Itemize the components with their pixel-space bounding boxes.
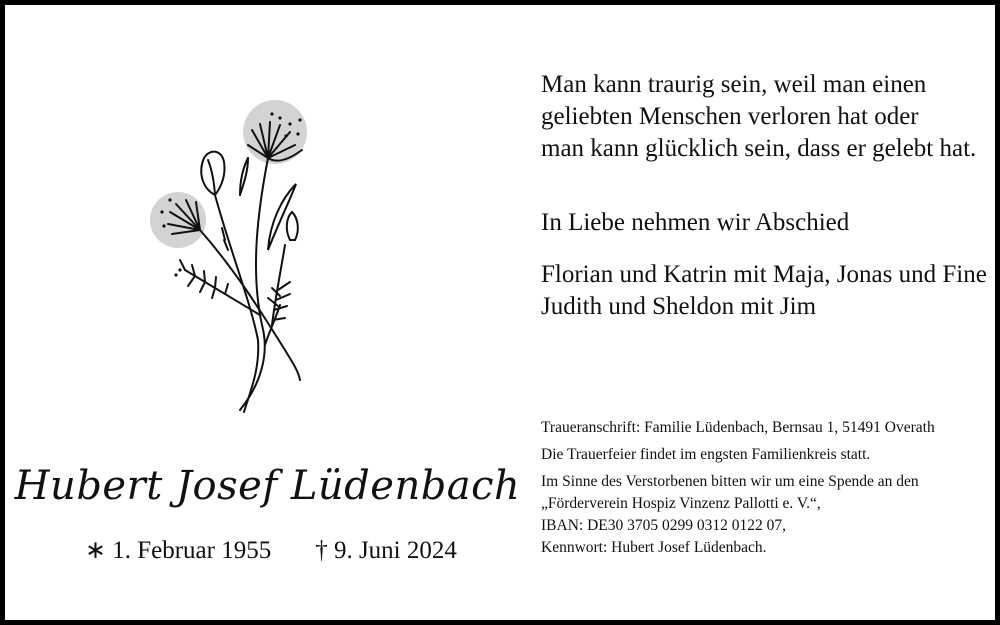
quote-line: Man kann traurig sein, weil man einen [541,71,927,98]
ceremony-note: Die Trauerfeier findet im engsten Familienkreis statt. [541,446,871,463]
family-members [541,259,987,323]
farewell-text: In Liebe nehmen wir Abschied [541,209,850,236]
flower-bouquet-icon [140,100,340,415]
quote-line: geliebten Menschen verloren hat oder [541,103,919,130]
memorial-quote [541,69,976,165]
quote-line: man kann glücklich sein, dass er gelebt hat. [541,135,977,162]
family-line: Judith und Sheldon mit Jim [541,293,817,320]
obituary-card [5,5,995,620]
birth-date: ∗ 1. Februar 1955 [85,537,272,564]
family-line: Florian und Katrin mit Maja, Jonas und Fine [541,261,987,288]
life-dates [85,535,457,565]
mourning-address: Traueranschrift: Familie Lüdenbach, Bernsau 1, 51491 Overath [541,419,935,436]
donation-line: „Förderverein Hospiz Vinzenz Pallotti e. V.“, [541,495,821,512]
donation-line: IBAN: DE30 3705 0299 0312 0122 07, [541,517,786,534]
donation-line: Im Sinne des Verstorbenen bitten wir um eine Spende an den [541,473,919,490]
death-date: † 9. Juni 2024 [315,537,457,564]
deceased-name: Hubert Josef Lüdenbach [14,463,521,509]
mourning-info [541,417,935,559]
donation-line: Kennwort: Hubert Josef Lüdenbach. [541,539,767,556]
